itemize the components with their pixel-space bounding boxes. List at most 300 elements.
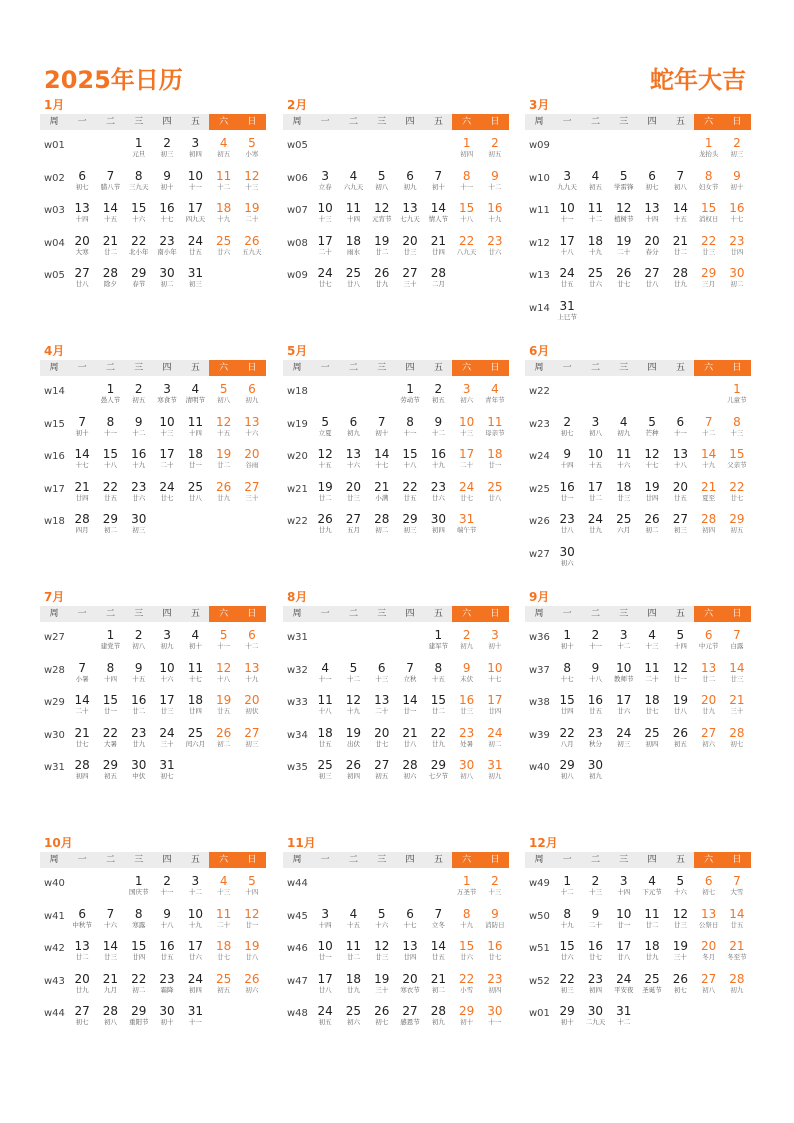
week-number: w09 bbox=[529, 140, 550, 151]
week-row bbox=[40, 687, 266, 720]
day-cell bbox=[68, 409, 96, 442]
day-number: 10 bbox=[317, 939, 333, 953]
week-number: w19 bbox=[287, 418, 308, 430]
weekday-label: 五 bbox=[190, 855, 200, 865]
day-cell bbox=[96, 441, 124, 474]
day-number: 24 bbox=[616, 725, 632, 740]
day-number: 20 bbox=[74, 971, 90, 986]
week-row bbox=[525, 933, 751, 966]
day-cell bbox=[238, 901, 266, 934]
day-number: 19 bbox=[244, 939, 260, 953]
day-cell bbox=[723, 687, 751, 720]
day-cell bbox=[452, 130, 480, 163]
week-row bbox=[40, 622, 266, 655]
day-number: 22 bbox=[458, 233, 475, 248]
day-cell bbox=[694, 966, 722, 999]
weekday-label: 二 bbox=[105, 363, 115, 373]
day-cell bbox=[553, 933, 581, 966]
day-number: 29 bbox=[402, 512, 418, 526]
lunar-label: 初五 bbox=[488, 150, 502, 158]
day-number: 26 bbox=[672, 971, 688, 986]
empty-day-cell bbox=[638, 293, 666, 326]
day-number: 27 bbox=[345, 512, 362, 526]
day-number: 29 bbox=[458, 1004, 475, 1018]
day-cell bbox=[723, 901, 751, 934]
weekday-label: 六 bbox=[694, 114, 722, 130]
weekday-label: 六 bbox=[694, 360, 722, 376]
lunar-label: 十七 bbox=[403, 920, 417, 929]
day-number: 31 bbox=[159, 758, 175, 772]
day-cell bbox=[694, 195, 722, 228]
day-cell bbox=[238, 966, 266, 999]
lunar-label: 初九 bbox=[730, 985, 744, 994]
lunar-label: 龙抬头 bbox=[698, 150, 719, 158]
week-row bbox=[525, 376, 751, 409]
day-cell bbox=[153, 195, 181, 228]
lunar-label: 八月 bbox=[560, 739, 574, 748]
day-cell bbox=[181, 195, 209, 228]
day-number: 8 bbox=[563, 906, 571, 921]
day-number: 10 bbox=[187, 168, 203, 183]
empty-day-cell bbox=[396, 622, 424, 655]
day-cell bbox=[125, 228, 153, 261]
lunar-label: 七夕节 bbox=[428, 772, 449, 780]
day-cell bbox=[125, 622, 153, 655]
weekday-header bbox=[283, 606, 509, 622]
month-title: 3月 bbox=[529, 98, 550, 112]
lunar-label: 初九 bbox=[460, 642, 474, 650]
week-row bbox=[525, 260, 751, 293]
day-cell bbox=[481, 163, 509, 196]
day-number: 28 bbox=[700, 512, 717, 526]
day-cell bbox=[424, 933, 452, 966]
lunar-label: 廿三 bbox=[673, 920, 687, 929]
lunar-label: 廿四 bbox=[488, 707, 502, 715]
lunar-label: 十二 bbox=[245, 642, 259, 650]
week-row bbox=[525, 655, 751, 688]
lunar-label: 十六 bbox=[160, 674, 174, 683]
day-cell bbox=[238, 163, 266, 196]
lunar-label: 初五 bbox=[217, 150, 231, 158]
day-number: 2 bbox=[163, 136, 171, 150]
lunar-label: 中伏 bbox=[132, 772, 146, 780]
day-cell bbox=[452, 933, 480, 966]
lunar-label: 十三 bbox=[245, 182, 259, 191]
day-number: 28 bbox=[430, 266, 446, 280]
week-number: w10 bbox=[529, 172, 550, 184]
lunar-label: 十一 bbox=[588, 642, 602, 650]
lunar-label: 教师节 bbox=[613, 674, 634, 683]
weekday-label: 二 bbox=[590, 363, 600, 373]
day-cell bbox=[238, 720, 266, 753]
lunar-label: 廿三 bbox=[103, 953, 117, 961]
day-number: 29 bbox=[559, 758, 575, 772]
lunar-label: 十四 bbox=[673, 642, 687, 650]
lunar-label: 十三 bbox=[318, 215, 332, 223]
day-number: 25 bbox=[215, 233, 232, 248]
day-number: 10 bbox=[616, 660, 632, 675]
lunar-label: 廿五 bbox=[431, 953, 445, 961]
month-title: 11月 bbox=[287, 836, 316, 850]
day-number: 16 bbox=[159, 201, 175, 215]
day-number: 20 bbox=[644, 233, 660, 248]
lunar-label: 初伏 bbox=[245, 707, 259, 715]
day-number: 18 bbox=[187, 693, 203, 707]
day-number: 21 bbox=[700, 479, 717, 494]
day-cell bbox=[396, 506, 424, 539]
day-cell bbox=[424, 966, 452, 999]
lunar-label: 初六 bbox=[560, 558, 574, 567]
day-number: 20 bbox=[402, 233, 418, 248]
week-number-header: 周 bbox=[292, 609, 302, 619]
weekday-header bbox=[40, 852, 266, 868]
day-cell bbox=[311, 966, 339, 999]
day-number: 20 bbox=[345, 479, 362, 494]
lunar-label: 廿四 bbox=[431, 247, 445, 256]
lunar-label: 廿九 bbox=[375, 280, 389, 288]
day-number: 18 bbox=[215, 201, 232, 215]
weekday-label: 一 bbox=[77, 855, 87, 865]
empty-day-cell bbox=[723, 752, 751, 785]
day-number: 13 bbox=[644, 201, 660, 215]
empty-day-cell bbox=[311, 376, 339, 409]
weekday-label: 四 bbox=[647, 117, 657, 127]
week-row bbox=[525, 720, 751, 753]
day-cell bbox=[368, 441, 396, 474]
day-number: 10 bbox=[458, 414, 475, 429]
day-number: 1 bbox=[106, 382, 115, 396]
day-number: 28 bbox=[729, 725, 745, 740]
lunar-label: 廿四 bbox=[730, 247, 744, 256]
week-number: w24 bbox=[529, 451, 550, 462]
day-number: 12 bbox=[374, 939, 390, 953]
lunar-label: 廿四 bbox=[75, 493, 89, 502]
week-number: w15 bbox=[44, 418, 65, 430]
lunar-label: 十九 bbox=[188, 920, 202, 929]
week-row bbox=[40, 441, 266, 474]
day-number: 5 bbox=[676, 628, 685, 642]
weekday-label: 四 bbox=[405, 855, 415, 865]
day-cell bbox=[96, 409, 124, 442]
day-cell bbox=[638, 901, 666, 934]
empty-day-cell bbox=[666, 998, 694, 1031]
day-cell bbox=[481, 752, 509, 785]
day-cell bbox=[424, 720, 452, 753]
day-cell bbox=[452, 441, 480, 474]
lunar-label: 廿四 bbox=[645, 493, 659, 502]
weekday-label: 六 bbox=[694, 852, 722, 868]
day-number: 11 bbox=[587, 201, 604, 215]
day-cell bbox=[209, 195, 237, 228]
day-number: 2 bbox=[462, 628, 471, 642]
week-row bbox=[283, 260, 509, 293]
lunar-label: 十四 bbox=[645, 215, 659, 223]
day-number: 22 bbox=[700, 233, 717, 248]
day-cell bbox=[96, 474, 124, 507]
day-cell bbox=[368, 998, 396, 1031]
week-number: w50 bbox=[529, 910, 550, 922]
day-number: 5 bbox=[676, 874, 685, 888]
weekday-label: 一 bbox=[320, 609, 330, 619]
day-cell bbox=[481, 687, 509, 720]
day-cell bbox=[452, 228, 480, 261]
weekday-label: 五 bbox=[433, 117, 443, 127]
empty-day-cell bbox=[723, 293, 751, 326]
day-number: 17 bbox=[587, 479, 604, 494]
weekday-label: 五 bbox=[433, 609, 443, 619]
day-cell bbox=[68, 752, 96, 785]
day-cell bbox=[666, 228, 694, 261]
day-number: 27 bbox=[700, 725, 717, 740]
day-number: 24 bbox=[159, 479, 175, 494]
lunar-label: 廿九 bbox=[75, 985, 89, 994]
week-row bbox=[283, 409, 509, 442]
lunar-label: 廿六 bbox=[460, 953, 474, 961]
day-number: 21 bbox=[672, 233, 688, 248]
day-cell bbox=[339, 441, 367, 474]
day-cell bbox=[553, 901, 581, 934]
lunar-label: 十六 bbox=[375, 920, 389, 929]
lunar-label: 初三 bbox=[617, 739, 631, 748]
day-cell bbox=[424, 409, 452, 442]
day-number: 21 bbox=[729, 693, 745, 707]
lunar-label: 廿三 bbox=[730, 674, 744, 683]
lunar-label: 大寒 bbox=[75, 247, 89, 256]
empty-day-cell bbox=[694, 293, 722, 326]
lunar-label: 十一 bbox=[673, 428, 687, 437]
empty-day-cell bbox=[68, 868, 96, 901]
lunar-label: 初九 bbox=[588, 772, 602, 780]
lunar-label: 廿二 bbox=[645, 920, 659, 929]
week-row bbox=[525, 868, 751, 901]
day-cell bbox=[311, 506, 339, 539]
lunar-label: 廿二 bbox=[217, 461, 231, 469]
week-number: w20 bbox=[287, 451, 308, 462]
day-number: 6 bbox=[676, 414, 685, 429]
day-cell bbox=[396, 441, 424, 474]
empty-day-cell bbox=[666, 752, 694, 785]
week-row bbox=[40, 720, 266, 753]
day-cell bbox=[424, 163, 452, 196]
day-number: 8 bbox=[134, 906, 143, 921]
lunar-label: 初六 bbox=[346, 1018, 360, 1026]
week-row bbox=[525, 441, 751, 474]
lunar-label: 初三 bbox=[560, 985, 574, 994]
lunar-label: 初六 bbox=[403, 772, 417, 780]
day-cell bbox=[723, 720, 751, 753]
day-number: 12 bbox=[317, 447, 333, 461]
weekday-label: 二 bbox=[105, 855, 115, 865]
day-cell bbox=[153, 687, 181, 720]
day-cell bbox=[96, 622, 124, 655]
lunar-label: 十五 bbox=[103, 215, 117, 223]
lunar-label: 圣诞节 bbox=[642, 985, 662, 994]
day-number: 6 bbox=[78, 906, 86, 921]
weekday-label: 日 bbox=[238, 114, 266, 130]
day-cell bbox=[723, 506, 751, 539]
lunar-label: 北小年 bbox=[128, 247, 149, 256]
day-number: 24 bbox=[616, 971, 632, 986]
lunar-label: 初二 bbox=[217, 739, 231, 748]
day-number: 14 bbox=[729, 906, 745, 921]
week-number: w02 bbox=[44, 172, 65, 184]
day-cell bbox=[238, 441, 266, 474]
week-number: w23 bbox=[529, 418, 550, 430]
day-cell bbox=[339, 687, 367, 720]
weekday-label: 一 bbox=[562, 363, 572, 373]
day-cell bbox=[209, 228, 237, 261]
lunar-label: 芒种 bbox=[645, 428, 659, 437]
lunar-label: 十七 bbox=[375, 461, 389, 469]
lunar-label: 十四 bbox=[103, 674, 117, 683]
lunar-label: 南小年 bbox=[157, 247, 177, 256]
day-cell bbox=[610, 622, 638, 655]
empty-day-cell bbox=[209, 998, 237, 1031]
day-cell bbox=[96, 376, 124, 409]
day-cell bbox=[396, 720, 424, 753]
lunar-label: 国庆节 bbox=[128, 888, 149, 896]
lunar-label: 初十 bbox=[188, 642, 202, 650]
lunar-label: 上巳节 bbox=[557, 312, 577, 321]
day-cell bbox=[181, 687, 209, 720]
lunar-label: 小满 bbox=[375, 493, 389, 502]
empty-day-cell bbox=[368, 130, 396, 163]
day-number: 8 bbox=[434, 660, 443, 675]
lunar-label: 大雪 bbox=[730, 888, 744, 896]
lunar-label: 劳动节 bbox=[400, 396, 420, 404]
day-cell bbox=[666, 655, 694, 688]
day-cell bbox=[181, 441, 209, 474]
day-number: 16 bbox=[729, 201, 745, 215]
lunar-label: 小寒 bbox=[245, 150, 259, 158]
empty-day-cell bbox=[481, 260, 509, 293]
day-number: 18 bbox=[616, 479, 632, 494]
day-cell bbox=[209, 130, 237, 163]
day-number: 15 bbox=[102, 693, 119, 707]
weekday-label: 二 bbox=[105, 117, 115, 127]
lunar-label: 三十 bbox=[245, 493, 259, 502]
day-number: 16 bbox=[159, 939, 175, 953]
day-cell bbox=[666, 933, 694, 966]
day-number: 28 bbox=[102, 266, 119, 280]
weekday-label: 日 bbox=[238, 360, 266, 376]
lunar-label: 初七 bbox=[75, 1018, 89, 1026]
day-number: 4 bbox=[591, 168, 600, 183]
day-cell bbox=[153, 163, 181, 196]
day-cell bbox=[610, 195, 638, 228]
day-cell bbox=[452, 409, 480, 442]
day-number: 9 bbox=[733, 168, 741, 183]
day-cell bbox=[153, 228, 181, 261]
lunar-label: 感恩节 bbox=[400, 1018, 420, 1026]
day-number: 21 bbox=[430, 233, 446, 248]
weekday-label: 二 bbox=[348, 609, 358, 619]
empty-day-cell bbox=[666, 376, 694, 409]
week-row bbox=[283, 868, 509, 901]
empty-day-cell bbox=[581, 539, 609, 572]
week-number: w22 bbox=[287, 516, 308, 527]
day-number: 4 bbox=[219, 136, 228, 150]
day-cell bbox=[209, 901, 237, 934]
day-cell bbox=[610, 655, 638, 688]
lunar-label: 初九 bbox=[346, 428, 360, 437]
weekday-label: 二 bbox=[348, 855, 358, 865]
lunar-label: 谷雨 bbox=[245, 461, 259, 469]
day-cell bbox=[553, 474, 581, 507]
day-number: 16 bbox=[430, 447, 446, 461]
day-number: 26 bbox=[374, 1004, 390, 1018]
day-cell bbox=[553, 868, 581, 901]
day-number: 9 bbox=[134, 660, 143, 675]
weekday-label: 四 bbox=[162, 363, 172, 373]
day-cell bbox=[209, 687, 237, 720]
lunar-label: 廿六 bbox=[217, 247, 231, 256]
lunar-label: 廿八 bbox=[403, 739, 417, 748]
lunar-label: 二月 bbox=[431, 280, 445, 288]
day-cell bbox=[368, 260, 396, 293]
lunar-label: 廿六 bbox=[431, 493, 445, 502]
day-number: 24 bbox=[159, 725, 175, 740]
lunar-label: 十二 bbox=[560, 888, 574, 896]
empty-day-cell bbox=[238, 752, 266, 785]
day-cell bbox=[181, 720, 209, 753]
week-number: w25 bbox=[529, 483, 550, 495]
lunar-label: 六九天 bbox=[343, 182, 364, 191]
lunar-label: 廿九 bbox=[588, 526, 602, 534]
day-number: 7 bbox=[78, 660, 86, 675]
lunar-label: 初五 bbox=[673, 739, 687, 748]
lunar-label: 初十 bbox=[488, 642, 502, 650]
day-number: 21 bbox=[729, 939, 745, 953]
lunar-label: 三九天 bbox=[128, 182, 149, 191]
day-number: 27 bbox=[244, 725, 260, 740]
day-number: 1 bbox=[563, 874, 571, 888]
day-cell bbox=[666, 687, 694, 720]
day-number: 18 bbox=[345, 233, 362, 248]
lunar-label: 十九 bbox=[346, 707, 360, 715]
day-number: 10 bbox=[559, 201, 575, 215]
day-number: 9 bbox=[563, 447, 571, 461]
day-cell bbox=[424, 506, 452, 539]
week-number: w45 bbox=[287, 910, 308, 922]
week-row bbox=[283, 752, 509, 785]
weekday-header bbox=[40, 606, 266, 622]
day-cell bbox=[553, 409, 581, 442]
week-number: w48 bbox=[287, 1008, 308, 1019]
day-number: 25 bbox=[215, 971, 232, 986]
day-number: 14 bbox=[672, 201, 688, 215]
weekday-label: 三 bbox=[619, 363, 629, 373]
weekday-label: 日 bbox=[723, 606, 751, 622]
month-block bbox=[525, 342, 751, 571]
day-number: 2 bbox=[434, 382, 443, 396]
day-cell bbox=[452, 752, 480, 785]
day-cell bbox=[396, 933, 424, 966]
lunar-label: 廿三 bbox=[702, 247, 716, 256]
weekday-label: 日 bbox=[238, 852, 266, 868]
day-number: 6 bbox=[704, 628, 713, 642]
empty-day-cell bbox=[311, 622, 339, 655]
day-number: 7 bbox=[733, 874, 741, 888]
lunar-label: 十三 bbox=[730, 428, 744, 437]
lunar-label: 消防日 bbox=[485, 920, 505, 929]
day-number: 27 bbox=[374, 758, 390, 772]
lunar-label: 廿一 bbox=[560, 493, 574, 502]
day-number: 28 bbox=[672, 266, 688, 280]
day-cell bbox=[694, 163, 722, 196]
month-block bbox=[40, 834, 266, 1031]
week-row bbox=[525, 409, 751, 442]
